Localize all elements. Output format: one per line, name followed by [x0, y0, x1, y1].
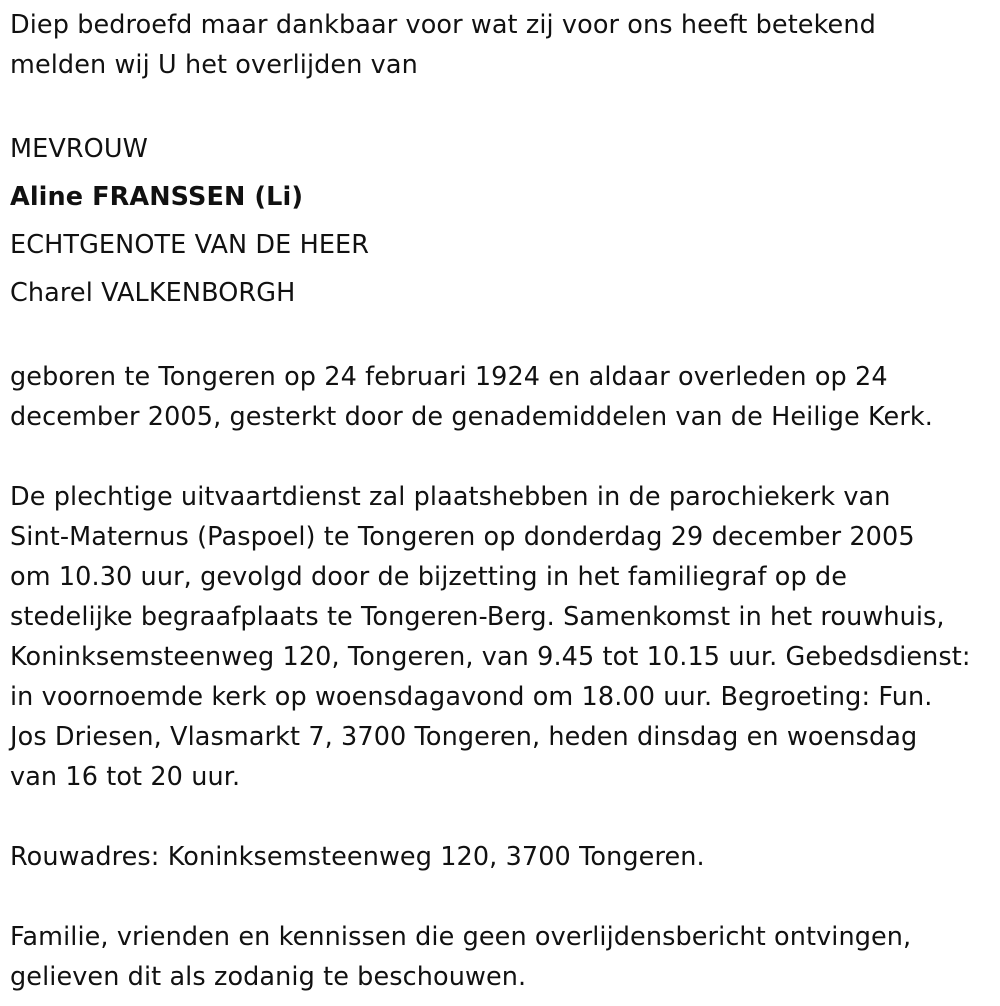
funeral-line: stedelijke begraafplaats te Tongeren-Berg. Samenkomst in het rouwhuis,: [10, 602, 945, 632]
deceased-block: [10, 125, 995, 317]
funeral-line: Sint-Maternus (Paspoel) te Tongeren op donderdag 29 december 2005: [10, 522, 915, 552]
address-paragraph: [10, 837, 995, 877]
intro-line-1: Diep bedroefd maar dankbaar voor wat zij voor ons heeft betekend: [10, 10, 876, 40]
funeral-line: in voornoemde kerk op woensdagavond om 18.00 uur. Begroeting: Fun.: [10, 682, 933, 712]
spacer: [10, 437, 995, 477]
funeral-line: De plechtige uitvaartdienst zal plaatshebben in de parochiekerk van: [10, 482, 891, 512]
funeral-line: Jos Driesen, Vlasmarkt 7, 3700 Tongeren, heden dinsdag en woensdag: [10, 722, 918, 752]
birth-death-line-2: december 2005, gesterkt door de genademiddelen van de Heilige Kerk.: [10, 402, 933, 432]
funeral-line: Koninksemsteenweg 120, Tongeren, van 9.45 tot 10.15 uur. Gebedsdienst:: [10, 642, 971, 672]
closing-line-1: Familie, vrienden en kennissen die geen overlijdensbericht ontvingen,: [10, 922, 912, 952]
spacer: [10, 877, 995, 917]
obituary-document: [10, 5, 995, 997]
birth-death-paragraph: [10, 357, 995, 437]
relation-label: ECHTGENOTE VAN DE HEER: [10, 230, 370, 260]
mourning-address: Rouwadres: Koninksemsteenweg 120, 3700 Tongeren.: [10, 842, 705, 872]
closing-line-2: gelieven dit als zodanig te beschouwen.: [10, 962, 527, 992]
salutation: MEVROUW: [10, 134, 148, 164]
intro-paragraph: [10, 5, 995, 85]
spacer: [10, 797, 995, 837]
spouse-name: Charel VALKENBORGH: [10, 278, 296, 308]
closing-paragraph: [10, 917, 995, 997]
funeral-paragraph: [10, 477, 995, 797]
deceased-name: Aline FRANSSEN (Li): [10, 182, 304, 212]
funeral-line: om 10.30 uur, gevolgd door de bijzetting in het familiegraf op de: [10, 562, 848, 592]
intro-line-2: melden wij U het overlijden van: [10, 50, 418, 80]
spacer: [10, 85, 995, 125]
funeral-line: van 16 tot 20 uur.: [10, 762, 241, 792]
birth-death-line-1: geboren te Tongeren op 24 februari 1924 en aldaar overleden op 24: [10, 362, 888, 392]
spacer: [10, 317, 995, 357]
